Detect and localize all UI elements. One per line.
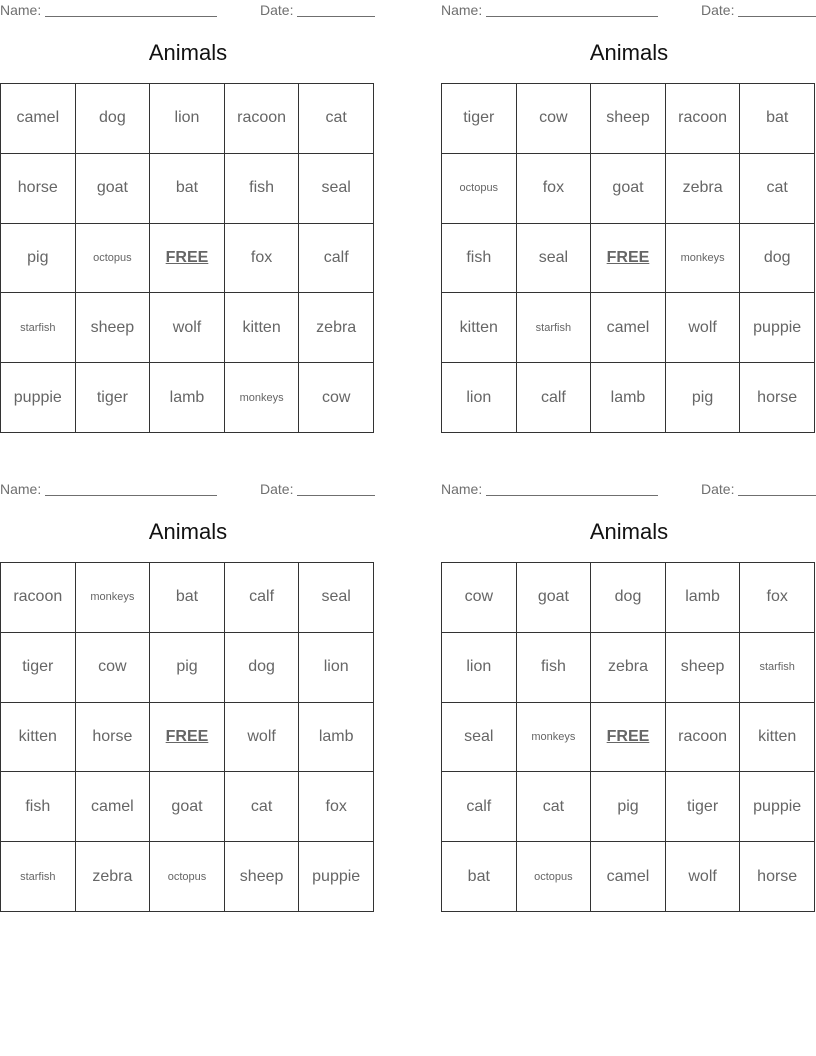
name-label: Name:: [441, 2, 483, 18]
bingo-cell: kitten: [1, 703, 76, 773]
bingo-cell: octopus: [150, 842, 225, 912]
card-title: Animals: [589, 519, 669, 544]
bingo-cell: cat: [517, 772, 592, 842]
name-label: Name:: [0, 2, 42, 18]
name-date-row: [441, 2, 816, 20]
bingo-cell: starfish: [517, 293, 592, 363]
bingo-cell: wolf: [225, 703, 300, 773]
bingo-cell: lion: [150, 84, 225, 154]
bingo-cell: zebra: [591, 633, 666, 703]
bingo-grid: [441, 562, 815, 912]
bingo-grid: [0, 83, 374, 433]
bingo-cell: pig: [150, 633, 225, 703]
bingo-cell: camel: [1, 84, 76, 154]
date-field: [260, 2, 375, 18]
bingo-cell: camel: [591, 293, 666, 363]
date-label: Date:: [260, 2, 294, 18]
bingo-cell: octopus: [76, 224, 151, 294]
free-space-cell: FREE: [591, 224, 666, 294]
bingo-cell: zebra: [299, 293, 374, 363]
date-blank-line: [738, 481, 816, 496]
bingo-cell: puppie: [299, 842, 374, 912]
bingo-card: [0, 479, 376, 919]
bingo-cell: horse: [740, 363, 815, 433]
date-field: [701, 481, 816, 497]
bingo-cell: wolf: [666, 293, 741, 363]
date-blank-line: [297, 2, 375, 17]
bingo-cell: kitten: [225, 293, 300, 363]
bingo-cell: pig: [666, 363, 741, 433]
bingo-cell: lion: [442, 633, 517, 703]
bingo-cell: cow: [76, 633, 151, 703]
bingo-cell: bat: [150, 154, 225, 224]
bingo-cell: sheep: [225, 842, 300, 912]
name-field: [0, 481, 217, 497]
bingo-cell: horse: [740, 842, 815, 912]
bingo-cell: goat: [591, 154, 666, 224]
bingo-cell: kitten: [442, 293, 517, 363]
bingo-cell: racoon: [666, 703, 741, 773]
bingo-cell: calf: [517, 363, 592, 433]
bingo-cell: lamb: [299, 703, 374, 773]
name-blank-line: [45, 481, 217, 496]
date-label: Date:: [701, 481, 735, 497]
bingo-cell: fox: [225, 224, 300, 294]
bingo-cell: puppie: [1, 363, 76, 433]
bingo-cell: starfish: [740, 633, 815, 703]
bingo-cell: starfish: [1, 293, 76, 363]
bingo-cell: calf: [299, 224, 374, 294]
date-label: Date:: [260, 481, 294, 497]
bingo-cell: fox: [299, 772, 374, 842]
bingo-cell: racoon: [666, 84, 741, 154]
bingo-cell: puppie: [740, 293, 815, 363]
bingo-cell: goat: [76, 154, 151, 224]
name-date-row: [441, 481, 816, 499]
name-field: [0, 2, 217, 18]
name-label: Name:: [0, 481, 42, 497]
bingo-cell: cow: [299, 363, 374, 433]
bingo-cell: monkeys: [517, 703, 592, 773]
bingo-cell: lamb: [150, 363, 225, 433]
name-blank-line: [486, 2, 658, 17]
bingo-grid: [441, 83, 815, 433]
bingo-cell: monkeys: [76, 563, 151, 633]
bingo-cell: fox: [740, 563, 815, 633]
bingo-cell: calf: [442, 772, 517, 842]
name-blank-line: [486, 481, 658, 496]
bingo-cell: octopus: [442, 154, 517, 224]
bingo-cell: fish: [225, 154, 300, 224]
date-blank-line: [738, 2, 816, 17]
card-title: Animals: [148, 519, 228, 544]
bingo-cell: sheep: [76, 293, 151, 363]
bingo-cell: seal: [517, 224, 592, 294]
bingo-cell: wolf: [666, 842, 741, 912]
card-title: Animals: [148, 40, 228, 65]
name-label: Name:: [441, 481, 483, 497]
bingo-cell: fish: [517, 633, 592, 703]
bingo-cell: starfish: [1, 842, 76, 912]
bingo-card: [441, 0, 816, 440]
bingo-cell: seal: [442, 703, 517, 773]
bingo-cell: lion: [299, 633, 374, 703]
bingo-cell: bat: [442, 842, 517, 912]
name-field: [441, 2, 658, 18]
bingo-cell: tiger: [1, 633, 76, 703]
free-space-cell: FREE: [150, 703, 225, 773]
bingo-cell: dog: [225, 633, 300, 703]
bingo-cell: goat: [517, 563, 592, 633]
date-blank-line: [297, 481, 375, 496]
bingo-cell: dog: [76, 84, 151, 154]
bingo-cell: racoon: [225, 84, 300, 154]
bingo-cell: dog: [591, 563, 666, 633]
date-field: [260, 481, 375, 497]
bingo-cell: monkeys: [666, 224, 741, 294]
bingo-cell: tiger: [666, 772, 741, 842]
bingo-cell: racoon: [1, 563, 76, 633]
name-blank-line: [45, 2, 217, 17]
bingo-cell: sheep: [591, 84, 666, 154]
bingo-grid: [0, 562, 374, 912]
name-date-row: [0, 481, 376, 499]
name-date-row: [0, 2, 376, 20]
bingo-cell: wolf: [150, 293, 225, 363]
bingo-cell: cow: [442, 563, 517, 633]
bingo-cell: horse: [1, 154, 76, 224]
bingo-cell: goat: [150, 772, 225, 842]
bingo-card: [441, 479, 816, 919]
bingo-cell: sheep: [666, 633, 741, 703]
bingo-cell: puppie: [740, 772, 815, 842]
bingo-cell: seal: [299, 563, 374, 633]
bingo-cell: kitten: [740, 703, 815, 773]
bingo-cell: bat: [740, 84, 815, 154]
bingo-cell: pig: [1, 224, 76, 294]
bingo-cell: dog: [740, 224, 815, 294]
bingo-cell: horse: [76, 703, 151, 773]
bingo-cell: lion: [442, 363, 517, 433]
bingo-cell: zebra: [666, 154, 741, 224]
bingo-cell: pig: [591, 772, 666, 842]
bingo-cell: cat: [225, 772, 300, 842]
date-label: Date:: [701, 2, 735, 18]
bingo-cell: bat: [150, 563, 225, 633]
free-space-cell: FREE: [150, 224, 225, 294]
bingo-cell: tiger: [442, 84, 517, 154]
name-field: [441, 481, 658, 497]
bingo-cell: cow: [517, 84, 592, 154]
bingo-cell: lamb: [666, 563, 741, 633]
bingo-cell: zebra: [76, 842, 151, 912]
date-field: [701, 2, 816, 18]
bingo-cell: monkeys: [225, 363, 300, 433]
bingo-cell: tiger: [76, 363, 151, 433]
bingo-cell: fish: [442, 224, 517, 294]
card-title: Animals: [589, 40, 669, 65]
bingo-cell: camel: [591, 842, 666, 912]
bingo-cell: seal: [299, 154, 374, 224]
bingo-cell: fox: [517, 154, 592, 224]
bingo-cell: octopus: [517, 842, 592, 912]
bingo-cell: cat: [740, 154, 815, 224]
bingo-cell: fish: [1, 772, 76, 842]
bingo-card: [0, 0, 376, 440]
bingo-cell: camel: [76, 772, 151, 842]
bingo-cell: cat: [299, 84, 374, 154]
bingo-cell: lamb: [591, 363, 666, 433]
free-space-cell: FREE: [591, 703, 666, 773]
bingo-cell: calf: [225, 563, 300, 633]
